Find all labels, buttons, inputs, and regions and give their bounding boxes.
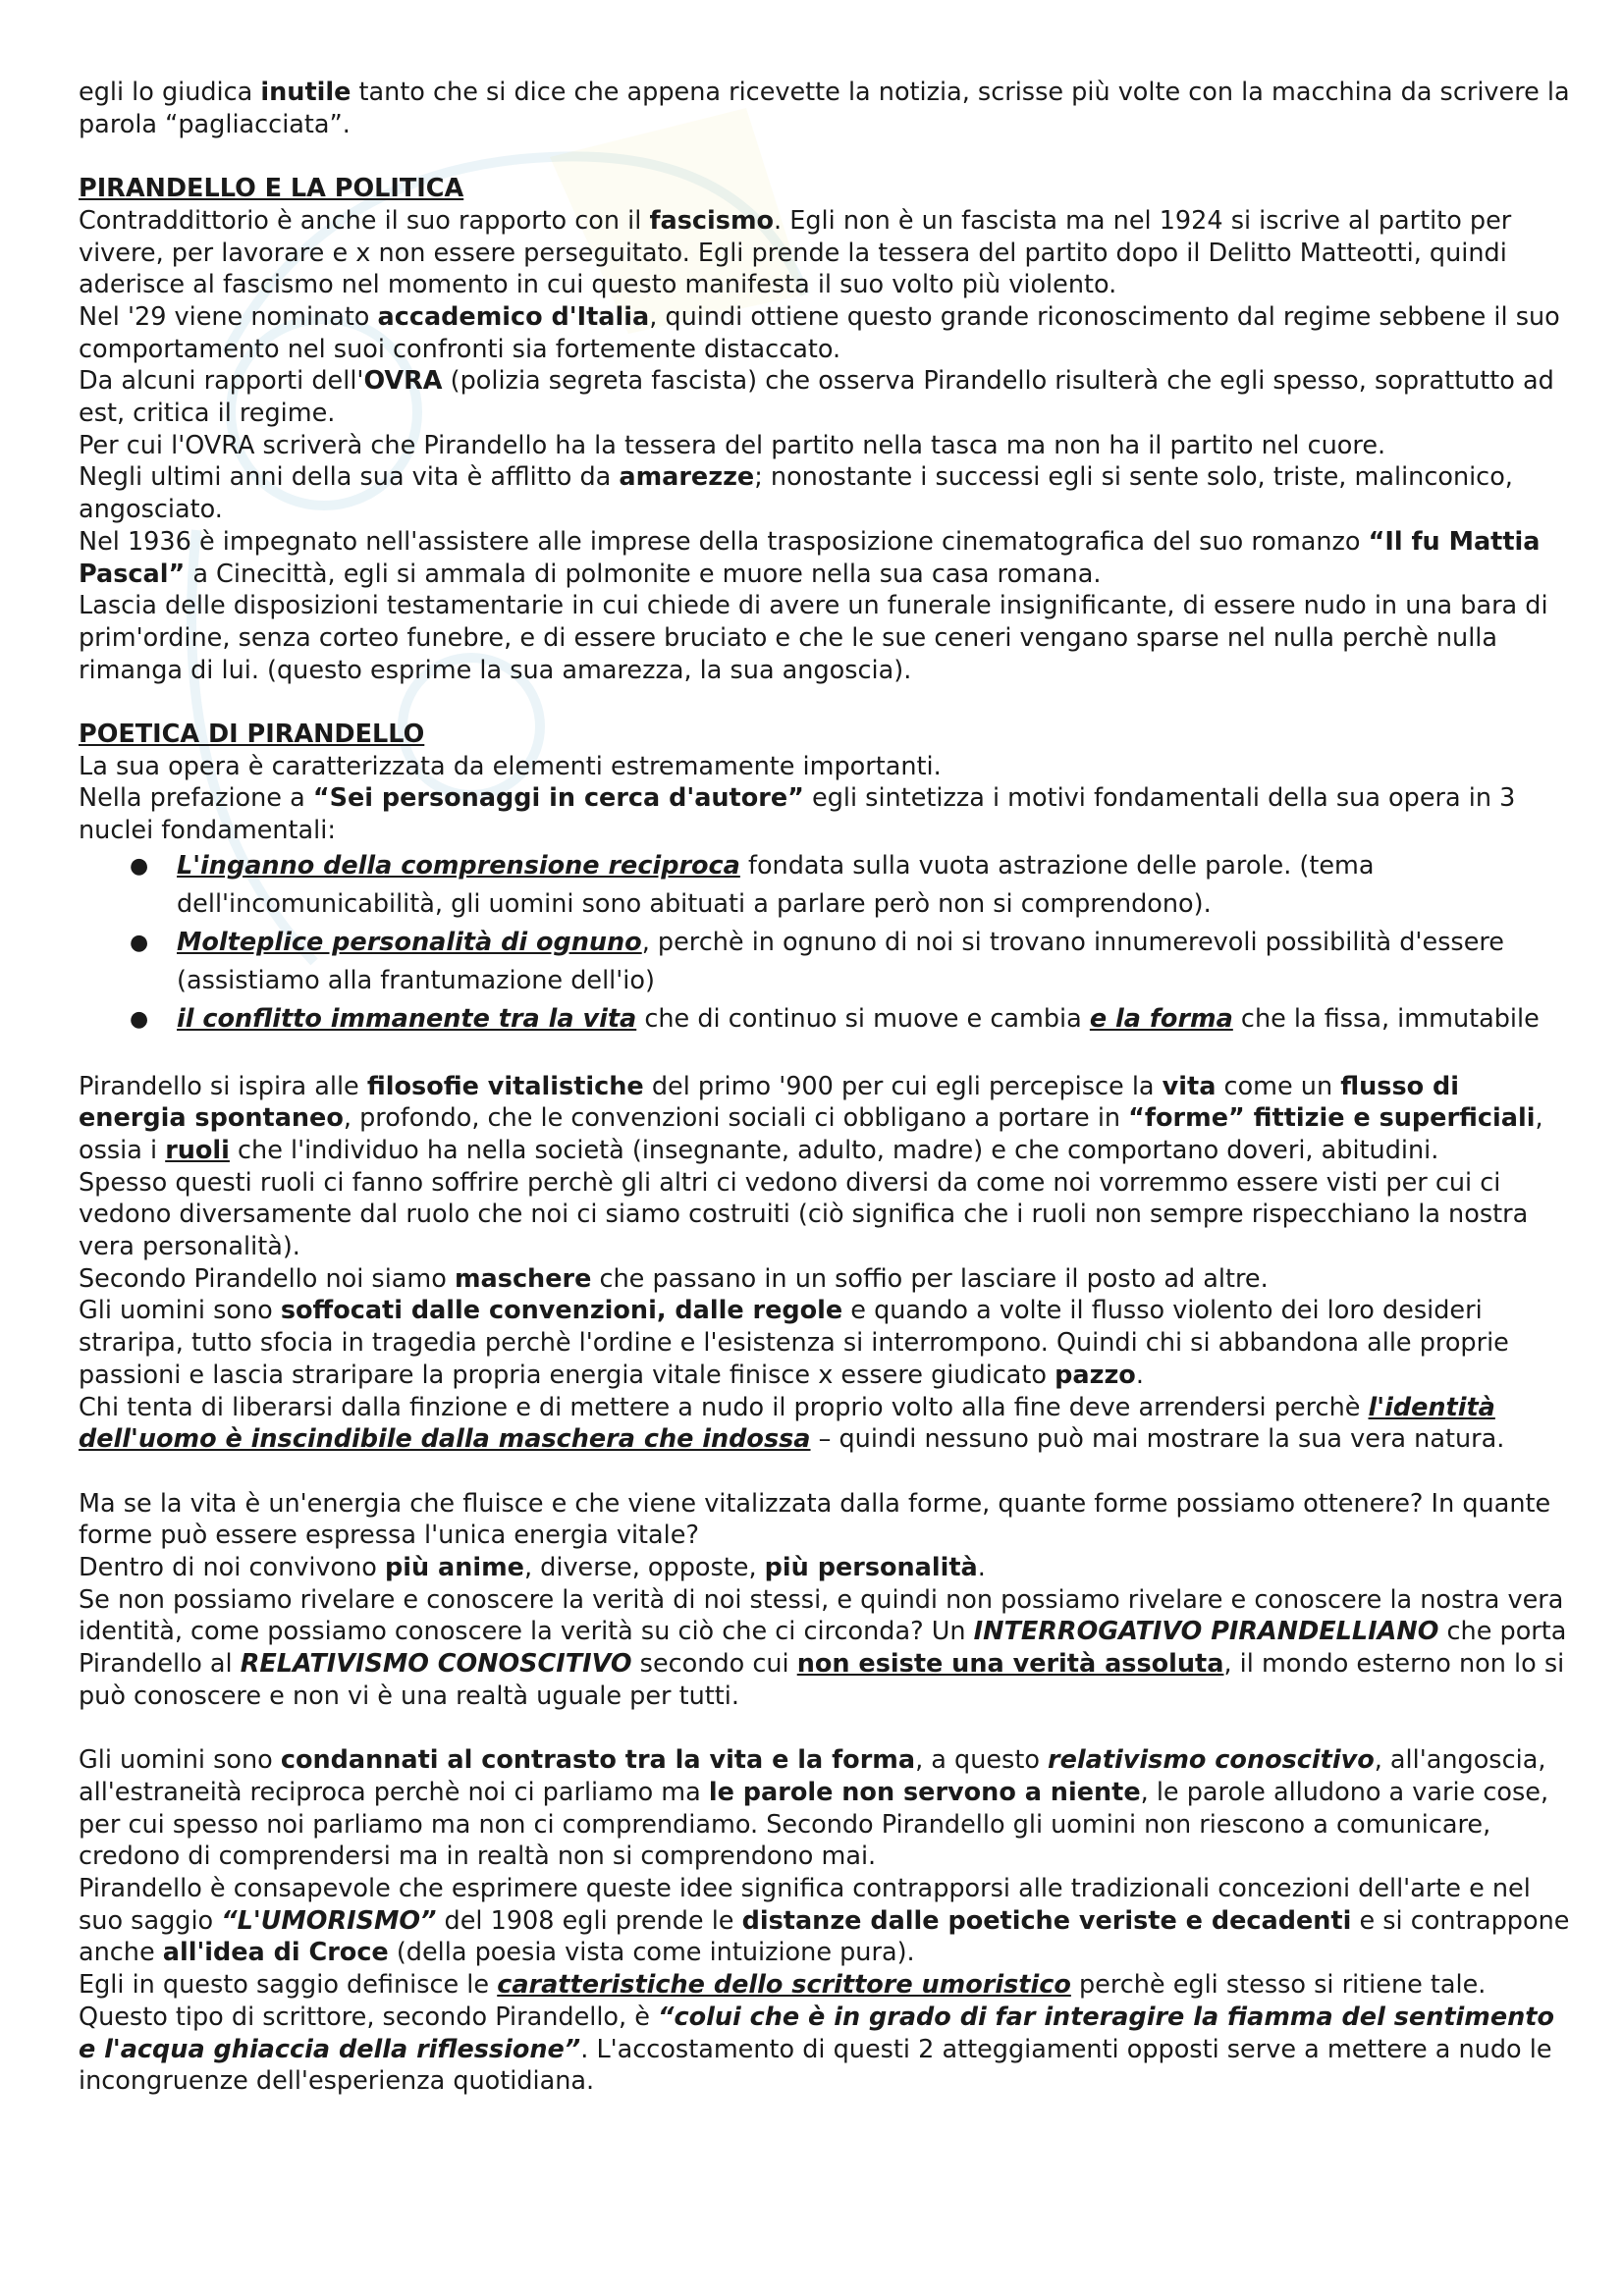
paragraph: Lascia delle disposizioni testamentarie in cui chiede di avere un funerale insignificante, di essere nudo in una bara di prim'ordine, senza corteo funebre, e di essere bruciato e che le sue ceneri vengano sparse nel nulla perchè nulla rimanga di lui. (questo esprime la sua amarezza, la sua angoscia).	[79, 591, 1548, 685]
paragraph: Nel 1936 è impegnato nell'assistere alle imprese della trasposizione cinematografica del suo romanzo “Il fu Mattia Pascal” a Cinecittà, egli si ammala di polmonite e muore nella sua casa romana.	[79, 526, 1541, 589]
paragraph: Pirandello è consapevole che esprimere queste idee significa contrapporsi alle tradizionali concezioni dell'arte e nel suo saggio “L'UMORISMO” del 1908 egli prende le distanze dalle poetiche veriste e decadenti e si contrappone anche all'idea di Croce (della poesia vista come intuizione pura).	[79, 1874, 1570, 1968]
document-page	[79, 77, 1571, 2098]
list-item: ● L'inganno della comprensione reciproca fondata sulla vuota astrazione delle parole. (tema dell'incomunicabilità, gli uomini sono abituati a parlare però non si comprendono).	[79, 847, 1571, 924]
bullet-list	[79, 847, 1571, 1039]
bullet-icon: ●	[130, 853, 149, 879]
section-heading-poetica: POETICA DI PIRANDELLO	[79, 720, 425, 750]
paragraph: Negli ultimi anni della sua vita è afflitto da amarezze; nonostante i successi egli si sente solo, triste, malinconico, angosciato.	[79, 462, 1513, 525]
paragraph: La sua opera è caratterizzata da elementi estremamente importanti.	[79, 751, 942, 781]
paragraph: Chi tenta di liberarsi dalla finzione e di mettere a nudo il proprio volto alla fine deve arrendersi perchè l'identità dell'uomo è inscindibile dalla maschera che indossa – quindi nessuno può mai mostrare la sua vera natura.	[79, 1392, 1505, 1455]
paragraph: Ma se la vita è un'energia che fluisce e che viene vitalizzata dalla forme, quante forme possiamo ottenere? In quante forme può essere espressa l'unica energia vitale?	[79, 1488, 1551, 1551]
paragraph: Se non possiamo rivelare e conoscere la verità di noi stessi, e quindi non possiamo rivelare e conoscere la nostra vera identità, come possiamo conoscere la verità su ciò che ci circonda? Un INTERROGATIVO PIRANDELLIANO che porta Pirandello al RELATIVISMO CONOSCITIVO secondo cui non esiste una verità assoluta, il mondo esterno non lo si può conoscere e non vi è una realtà uguale per tutti.	[79, 1584, 1567, 1711]
paragraph: Nel '29 viene nominato accademico d'Italia, quindi ottiene questo grande riconoscimento dal regime sebbene il suo comportamento nel suoi confronti sia fortemente distaccato.	[79, 301, 1560, 364]
continuation-paragraph: egli lo giudica inutile tanto che si dice che appena ricevette la notizia, scrisse più volte con la macchina da scrivere la parola “pagliacciata”.	[79, 78, 1570, 139]
paragraph: Nella prefazione a “Sei personaggi in cerca d'autore” egli sintetizza i motivi fondamentali della sua opera in 3 nuclei fondamentali:	[79, 783, 1516, 846]
bullet-icon: ●	[130, 930, 149, 955]
paragraph: Da alcuni rapporti dell'OVRA (polizia segreta fascista) che osserva Pirandello risulterà che egli spesso, soprattutto ad est, critica il regime.	[79, 366, 1554, 429]
paragraph: Egli in questo saggio definisce le caratteristiche dello scrittore umoristico perchè egli stesso si ritiene tale. Questo tipo di scrittore, secondo Pirandello, è “colui che è in grado di far interagire la fiamma del sentimento e l'acqua ghiaccia della riflessione”. L'accostamento di questi 2 atteggiamenti opposti serve a mettere a nudo le incongruenze dell'esperienza quotidiana.	[79, 1970, 1555, 2097]
paragraph: Secondo Pirandello noi siamo maschere che passano in un soffio per lasciare il posto ad altre.	[79, 1263, 1269, 1294]
paragraph: Gli uomini sono soffocati dalle convenzioni, dalle regole e quando a volte il flusso violento dei loro desideri straripa, tutto sfocia in tragedia perchè l'ordine e l'esistenza si interrompono. Quindi chi si abbandona alle proprie passioni e lascia straripare la propria energia vitale finisce x essere giudicato pazzo.	[79, 1296, 1509, 1390]
bullet-icon: ●	[130, 1006, 149, 1032]
list-item: ● Molteplice personalità di ognuno, perchè in ognuno di noi si trovano innumerevoli possibilità d'essere (assistiamo alla frantumazione dell'io)	[79, 924, 1571, 1000]
paragraph: Dentro di noi convivono più anime, diverse, opposte, più personalità.	[79, 1553, 986, 1583]
paragraph: Spesso questi ruoli ci fanno soffrire perchè gli altri ci vedono diversi da come noi vorremmo essere visti per cui ci vedono diversamente dal ruolo che noi ci siamo costruiti (ciò significa che i ruoli non sempre rispecchiano la nostra vera personalità).	[79, 1167, 1529, 1262]
paragraph: Per cui l'OVRA scriverà che Pirandello ha la tessera del partito nella tasca ma non ha il partito nel cuore.	[79, 430, 1386, 460]
list-item: ● il conflitto immanente tra la vita che di continuo si muove e cambia e la forma che la fissa, immutabile	[79, 1000, 1571, 1039]
paragraph: Gli uomini sono condannati al contrasto tra la vita e la forma, a questo relativismo conoscitivo, all'angoscia, all'estraneità reciproca perchè noi ci parliamo ma le parole non servono a niente, le parole alludono a varie cose, per cui spesso noi parliamo ma non ci comprendiamo. Secondo Pirandello gli uomini non riescono a comunicare, credono di comprendersi ma in realtà non si comprendono mai.	[79, 1745, 1549, 1872]
paragraph: Contraddittorio è anche il suo rapporto con il fascismo. Egli non è un fascista ma nel 1924 si iscrive al partito per vivere, per lavorare e x non essere perseguitato. Egli prende la tessera del partito dopo il Delitto Matteotti, quindi aderisce al fascismo nel momento in cui questo manifesta il suo volto più violento.	[79, 205, 1512, 300]
paragraph: Pirandello si ispira alle filosofie vitalistiche del primo '900 per cui egli percepisce la vita come un flusso di energia spontaneo, profondo, che le convenzioni sociali ci obbligano a portare in “forme” fittizie e superficiali, ossia i ruoli che l'individuo ha nella società (insegnante, adulto, madre) e che comportano doveri, abitudini.	[79, 1071, 1543, 1165]
section-heading-politica: PIRANDELLO E LA POLITICA	[79, 174, 464, 204]
